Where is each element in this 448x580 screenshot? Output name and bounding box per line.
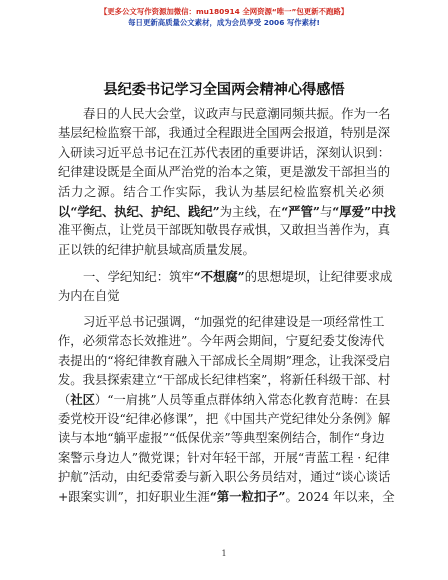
bold-text: “厚爱”	[332, 203, 372, 219]
heading-line: 为内在自觉	[58, 288, 120, 303]
text-span: （	[58, 393, 71, 408]
promo-banner	[0, 6, 448, 28]
text-line: 作，必须常态长效推进”。今年两会期间，宁夏纪委艾俊涛代	[58, 334, 385, 349]
text-line: 表提出的“将纪律教育融入干部成长全周期”理念，让我深受启	[58, 353, 391, 368]
text-span: ）“一肩挑”人员等重点群体纳入常态化教育范畴：在县	[94, 393, 391, 408]
text-span: 。2024 年以来，全	[285, 490, 395, 505]
text-line: 委党校开设“纪律必修课”，把《中国共产党纪律处分条例》解	[58, 411, 391, 426]
document-body	[58, 105, 396, 507]
bold-text: “严管”	[281, 203, 320, 219]
text-line	[58, 487, 395, 506]
text-line: 习近平总书记强调，“加强党的纪律建设是一项经常性工	[83, 314, 385, 329]
text-line: 准平衡点，让党员干部既知敬畏存戒惧，又敢担当善作为，真	[58, 223, 391, 238]
text-line: 春日的人民大会堂，议政声与民意潮同频共振。作为一名	[83, 107, 391, 121]
bold-text: “不想腐”	[193, 269, 245, 285]
bold-text: 以	[58, 203, 71, 219]
text-line: 案警示身边人”微党课；针对年轻干部，开展“青蓝工程 · 纪律	[58, 450, 390, 465]
text-span: 与	[319, 204, 333, 219]
promo-banner-line-1: 【更多公文写作资源加微信：mu180914 全网资源“唯一”包更新不跑路】	[99, 7, 349, 16]
text-line: 护航”活动，由纪委常委与新入职公务员结对，通过“谈心谈话	[58, 470, 391, 485]
bold-text: 社区	[70, 392, 95, 408]
paragraph-2	[58, 313, 395, 507]
text-line	[58, 202, 396, 221]
bold-text: 中找	[371, 203, 396, 219]
text-span: +跟案实训”，扣好职业生涯	[58, 490, 210, 505]
page-number: 1	[221, 549, 227, 558]
text-line: 基层纪检监察干部，我通过全程跟进全国两会报道，特别是深	[58, 126, 391, 141]
text-line: 纪律建设既是全面从严治党的治本之策，更是激发干部担当的	[58, 165, 391, 180]
text-line: 入研读习近平总书记在江苏代表团的重要讲话，深刻认识到：	[58, 145, 391, 160]
section-heading-1	[58, 267, 393, 306]
text-line: 发。我县探索建立“干部成长纪律档案”，将新任科级干部、村	[58, 373, 391, 388]
bold-text: “学纪、执纪、护纪、践纪”	[70, 203, 220, 219]
document-title: 县纪委书记学习全国两会精神心得感悟	[103, 82, 345, 98]
paragraph-1	[58, 105, 396, 260]
bold-text: “第一粒扣子”	[209, 489, 286, 505]
text-line: 读与本地“躺平虚报”“低保优亲”等典型案例结合，制作“身边	[58, 431, 385, 446]
text-line: 活力之源。结合工作实际，我认为基层纪检监察机关必须	[58, 184, 384, 199]
text-span: 为主线，在	[219, 204, 282, 219]
promo-banner-line-2: 每日更新高质量公文素材，成为会员享受 2006 写作素材!	[128, 18, 320, 27]
text-span: 一、学纪知纪：筑牢	[83, 270, 194, 285]
text-line: 正以铁的纪律护航县域高质量发展。	[58, 242, 255, 257]
heading-line	[58, 267, 393, 286]
text-span: 的思想堤坝，让纪律要求成	[244, 270, 393, 285]
text-line	[58, 390, 391, 409]
